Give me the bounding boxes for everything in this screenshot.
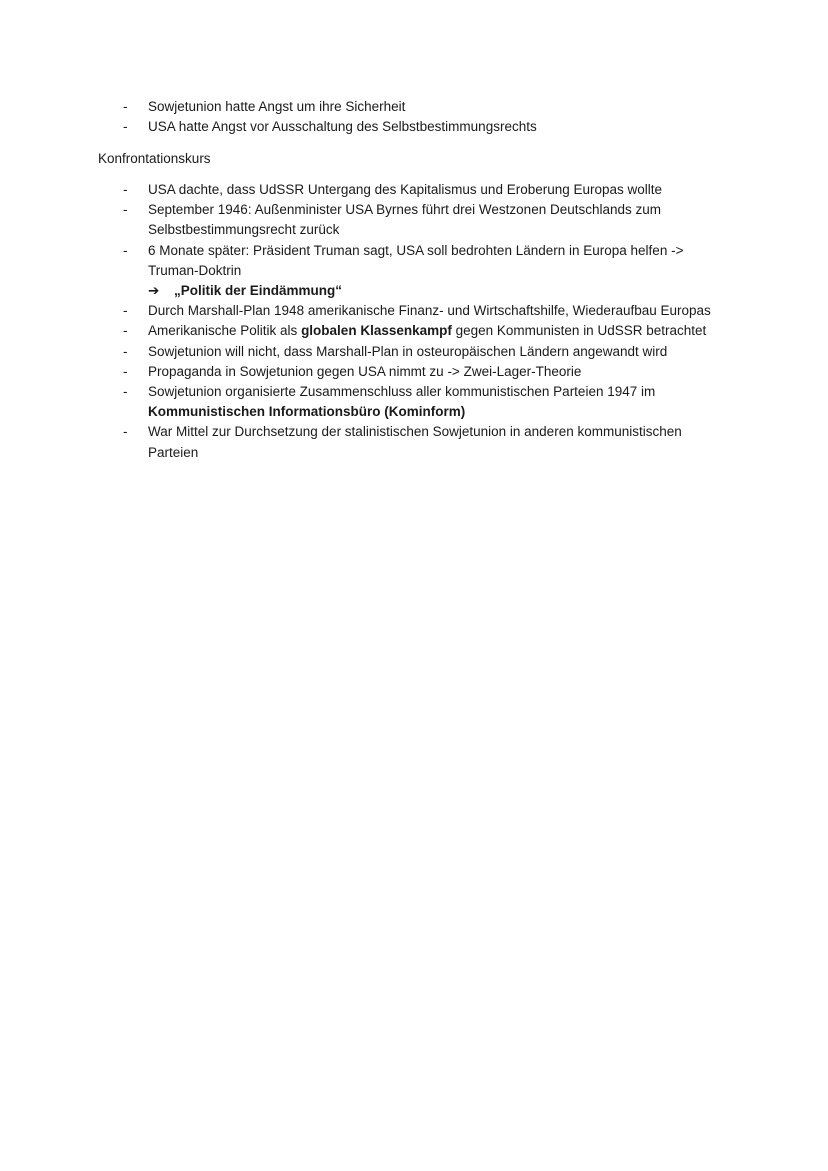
conclusion-text: „Politik der Eindämmung“ <box>174 283 343 299</box>
text-segment: gegen Kommunisten in UdSSR betrachtet <box>451 323 707 339</box>
section-heading: Konfrontationskurs <box>98 151 211 166</box>
list-item-text: War Mittel zur Durchsetzung der stalinistischen Sowjetunion in anderen kommunistischen Parteien <box>148 424 682 460</box>
bullet-dash: - <box>123 182 128 197</box>
list-item-text: USA hatte Angst vor Ausschaltung des Selbstbestimmungsrechts <box>148 119 537 135</box>
confrontation-list <box>0 180 828 463</box>
list-item <box>0 422 828 462</box>
bullet-dash: - <box>123 424 128 440</box>
conclusion-line <box>0 281 828 301</box>
bullet-dash: - <box>123 343 128 359</box>
bullet-dash: - <box>123 303 128 319</box>
list-item <box>0 117 828 137</box>
list-item <box>0 180 828 200</box>
list-item-text: Propaganda in Sowjetunion gegen USA nimmt zu -> Zwei-Lager-Theorie <box>148 363 582 379</box>
bullet-dash: - <box>123 323 128 339</box>
bullet-dash: - <box>123 363 128 379</box>
list-item <box>0 342 828 362</box>
list-item-text <box>148 384 655 419</box>
list-item <box>0 301 828 321</box>
bullet-dash: - <box>123 384 128 400</box>
list-item-text <box>148 323 706 338</box>
section-heading-wrap <box>0 149 828 169</box>
list-item-text: Sowjetunion will nicht, dass Marshall-Plan in osteuropäischen Ländern angewandt wird <box>148 343 668 359</box>
list-item-text: 6 Monate später: Präsident Truman sagt, USA soll bedrohten Ländern in Europa helfen -> Truman-Doktrin <box>148 242 684 278</box>
emphasis-text: globalen Klassenkampf <box>301 323 452 339</box>
list-item-text: September 1946: Außenminister USA Byrnes führt drei Westzonen Deutschlands zum Selbstbestimmungsrecht zurück <box>148 202 662 238</box>
list-item <box>0 241 828 281</box>
list-item-text: Sowjetunion hatte Angst um ihre Sicherheit <box>148 99 406 114</box>
text-segment: Sowjetunion organisierte Zusammenschluss aller kommunistischen Parteien 1947 im <box>148 384 656 400</box>
list-item <box>0 321 828 341</box>
list-item-text: Durch Marshall-Plan 1948 amerikanische Finanz- und Wirtschaftshilfe, Wiederaufbau Europas <box>148 303 711 319</box>
list-item <box>0 97 828 117</box>
bullet-dash: - <box>123 242 128 258</box>
bullet-dash: - <box>123 119 128 135</box>
arrow-right-icon: ➔ <box>148 283 160 299</box>
list-item <box>0 200 828 240</box>
bullet-dash: - <box>123 99 128 114</box>
list-item <box>0 362 828 382</box>
emphasis-text: Kommunistischen Informationsbüro (Kominform) <box>148 404 466 420</box>
list-item <box>0 382 828 422</box>
intro-list <box>0 97 828 137</box>
list-item-text: USA dachte, dass UdSSR Untergang des Kapitalismus und Eroberung Europas wollte <box>148 182 663 197</box>
text-segment: Amerikanische Politik als <box>148 323 302 339</box>
bullet-dash: - <box>123 202 128 218</box>
